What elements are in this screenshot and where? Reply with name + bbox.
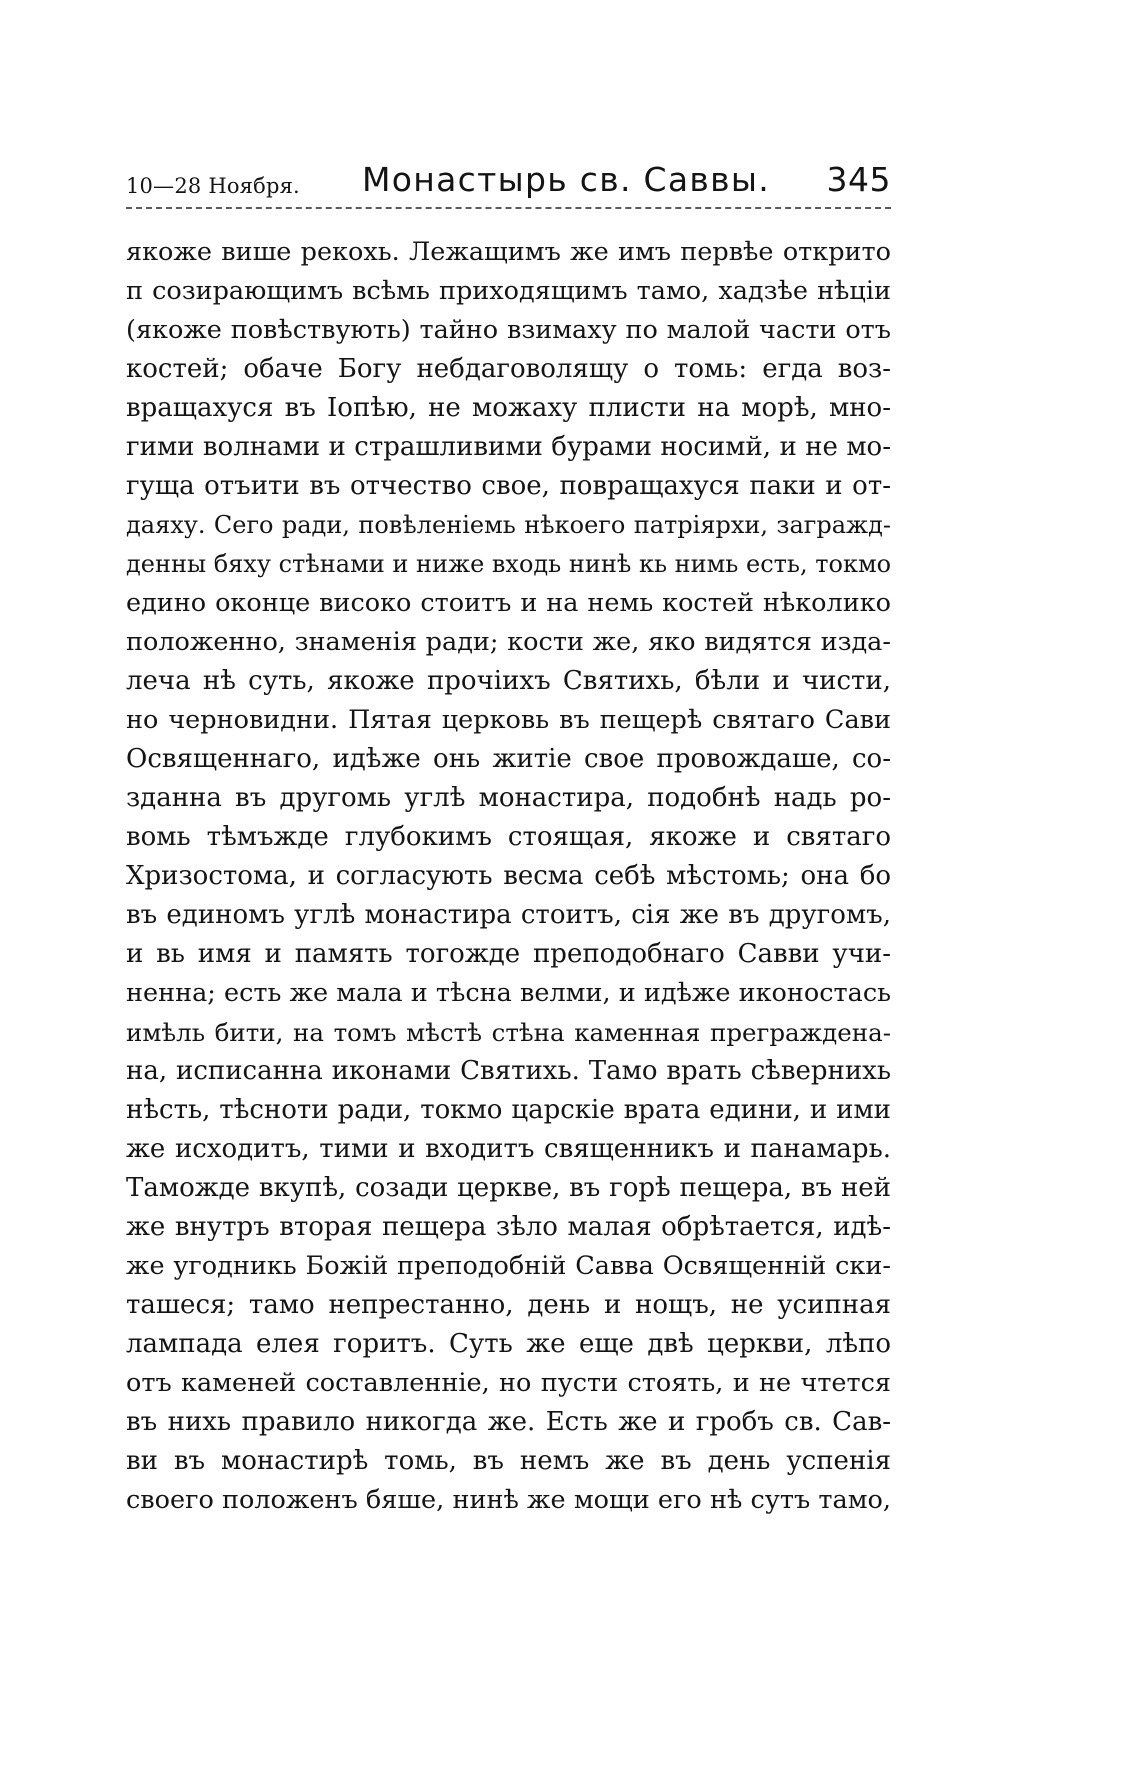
text-line: нѣсть, тѣсноти ради, токмо царскіе врата едини, и ими [126, 1095, 891, 1125]
text-line: имѣль бити, на томъ мѣстѣ стѣна каменная преграждена- [126, 1018, 891, 1047]
text-line: денны бяху стѣнами и ниже входь нинѣ кь нимь есть, токмо [126, 550, 891, 578]
page-number: 345 [826, 160, 891, 199]
text-line: лампада елея горитъ. Суть же еще двѣ церкви, лѣпо [126, 1329, 891, 1359]
text-line: ташеся; тамо непрестанно, день и нощъ, не усипная [126, 1290, 891, 1320]
body-text [126, 233, 891, 1520]
text-line: даяху. Сего ради, повѣленіемь нѣкоего патріярхи, загражд- [126, 511, 891, 539]
text-line: Хризостома, и согласують весма себѣ мѣстомь; она бо [126, 861, 891, 891]
text-line: Освященнаго, идѣже онь житіе свое провождаше, со- [126, 744, 891, 774]
text-line: же угодникь Божій преподобній Савва Освященній ски- [126, 1251, 891, 1281]
text-line: и вь имя и память тогожде преподобнаго Савви учи- [126, 939, 891, 969]
text-line: едино оконце високо стоитъ и на немь костей нѣколико [126, 588, 891, 618]
text-line: якоже више рекохь. Лежащимъ же имъ первѣе открито [126, 237, 891, 267]
text-line: въ нихь правило никогда же. Есть же и гробъ св. Сав- [126, 1407, 891, 1437]
header-rule [126, 207, 891, 209]
text-line: же внутръ вторая пещера зѣло малая обрѣтается, идѣ- [126, 1212, 891, 1242]
text-line: же исходитъ, тими и входитъ священникъ и панамарь. [126, 1134, 891, 1164]
text-line: п созирающимъ всѣмь приходящимъ тамо, хадзѣе нѣціи [126, 276, 891, 306]
text-line: на, исписанна иконами Святихь. Тамо врать сѣверниxь [126, 1056, 891, 1086]
text-line: Таможде вкупѣ, созади церкве, въ горѣ пещера, въ ней [126, 1173, 891, 1203]
text-line: ви въ монастирѣ томь, въ немъ же въ день успенія [126, 1446, 891, 1476]
text-line: положенно, знаменія ради; кости же, яко видятся изда- [126, 627, 891, 657]
text-line: ненна; есть же мала и тѣсна велми, и идѣже иконостась [126, 978, 891, 1008]
text-line: (якоже повѣствують) тайно взимаху по малой части отъ [126, 315, 891, 345]
text-line: вращахуся въ Іопѣю, не можаху плисти на морѣ, мно- [126, 393, 891, 423]
running-head [126, 158, 891, 204]
text-line: зданна въ другомь углѣ монастира, подобнѣ надь ро- [126, 783, 891, 813]
text-line: гими волнами и страшливими бурами носимй, и не мо- [126, 432, 891, 462]
text-line: вомь тѣмъжде глубокимъ стоящая, якоже и святаго [126, 822, 891, 852]
text-line: леча нѣ суть, якоже прочіихъ Святихь, бѣли и чисти, [126, 666, 891, 696]
text-line: своего положенъ бяше, нинѣ же мощи его нѣ сутъ тамо, [126, 1485, 891, 1515]
text-line: костей; обаче Богу небдаговолящу о томь: егда воз- [126, 354, 891, 384]
running-head-date: 10—28 Ноября. [126, 174, 300, 198]
text-line: въ единомъ углѣ монастира стоитъ, сія же въ другомъ, [126, 900, 891, 930]
text-line: но черновидни. Пятая церковь въ пещерѣ святаго Сави [126, 705, 891, 735]
running-head-title: Монастырь св. Саввы. [362, 160, 771, 199]
text-line: гуща отъити въ отчество свое, повращахуся паки и от- [126, 471, 891, 501]
text-line: отъ каменей составленніе, но пусти стоять, и не чтется [126, 1368, 891, 1398]
